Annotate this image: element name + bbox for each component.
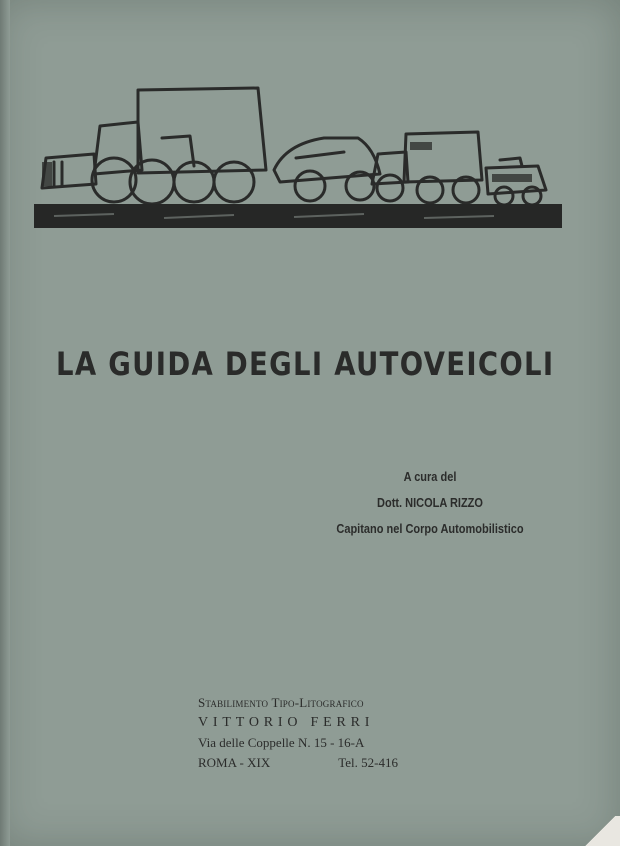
corner-wear xyxy=(580,816,620,846)
printer-city-phone xyxy=(198,753,398,773)
editor-name: Dott. NICOLA RIZZO xyxy=(377,496,483,510)
printer-imprint xyxy=(198,693,398,773)
book-title: LA GUIDA DEGLI AUTOVEICOLI xyxy=(56,345,555,383)
spine-edge xyxy=(0,0,10,846)
printer-name: VITTORIO FERRI xyxy=(198,715,375,730)
vehicles-convoy-illustration xyxy=(34,78,562,230)
printer-firm: Stabilimento Tipo-Litografico xyxy=(198,695,364,710)
editor-intro: A cura del xyxy=(403,470,457,484)
printer-city: ROMA - XIX xyxy=(198,755,271,770)
editor-rank: Capitano nel Corpo Automobilistico xyxy=(336,522,524,536)
printer-phone: Tel. 52-416 xyxy=(338,755,398,770)
editor-credit xyxy=(300,464,560,542)
printer-address: Via delle Coppelle N. 15 - 16-A xyxy=(198,735,365,750)
